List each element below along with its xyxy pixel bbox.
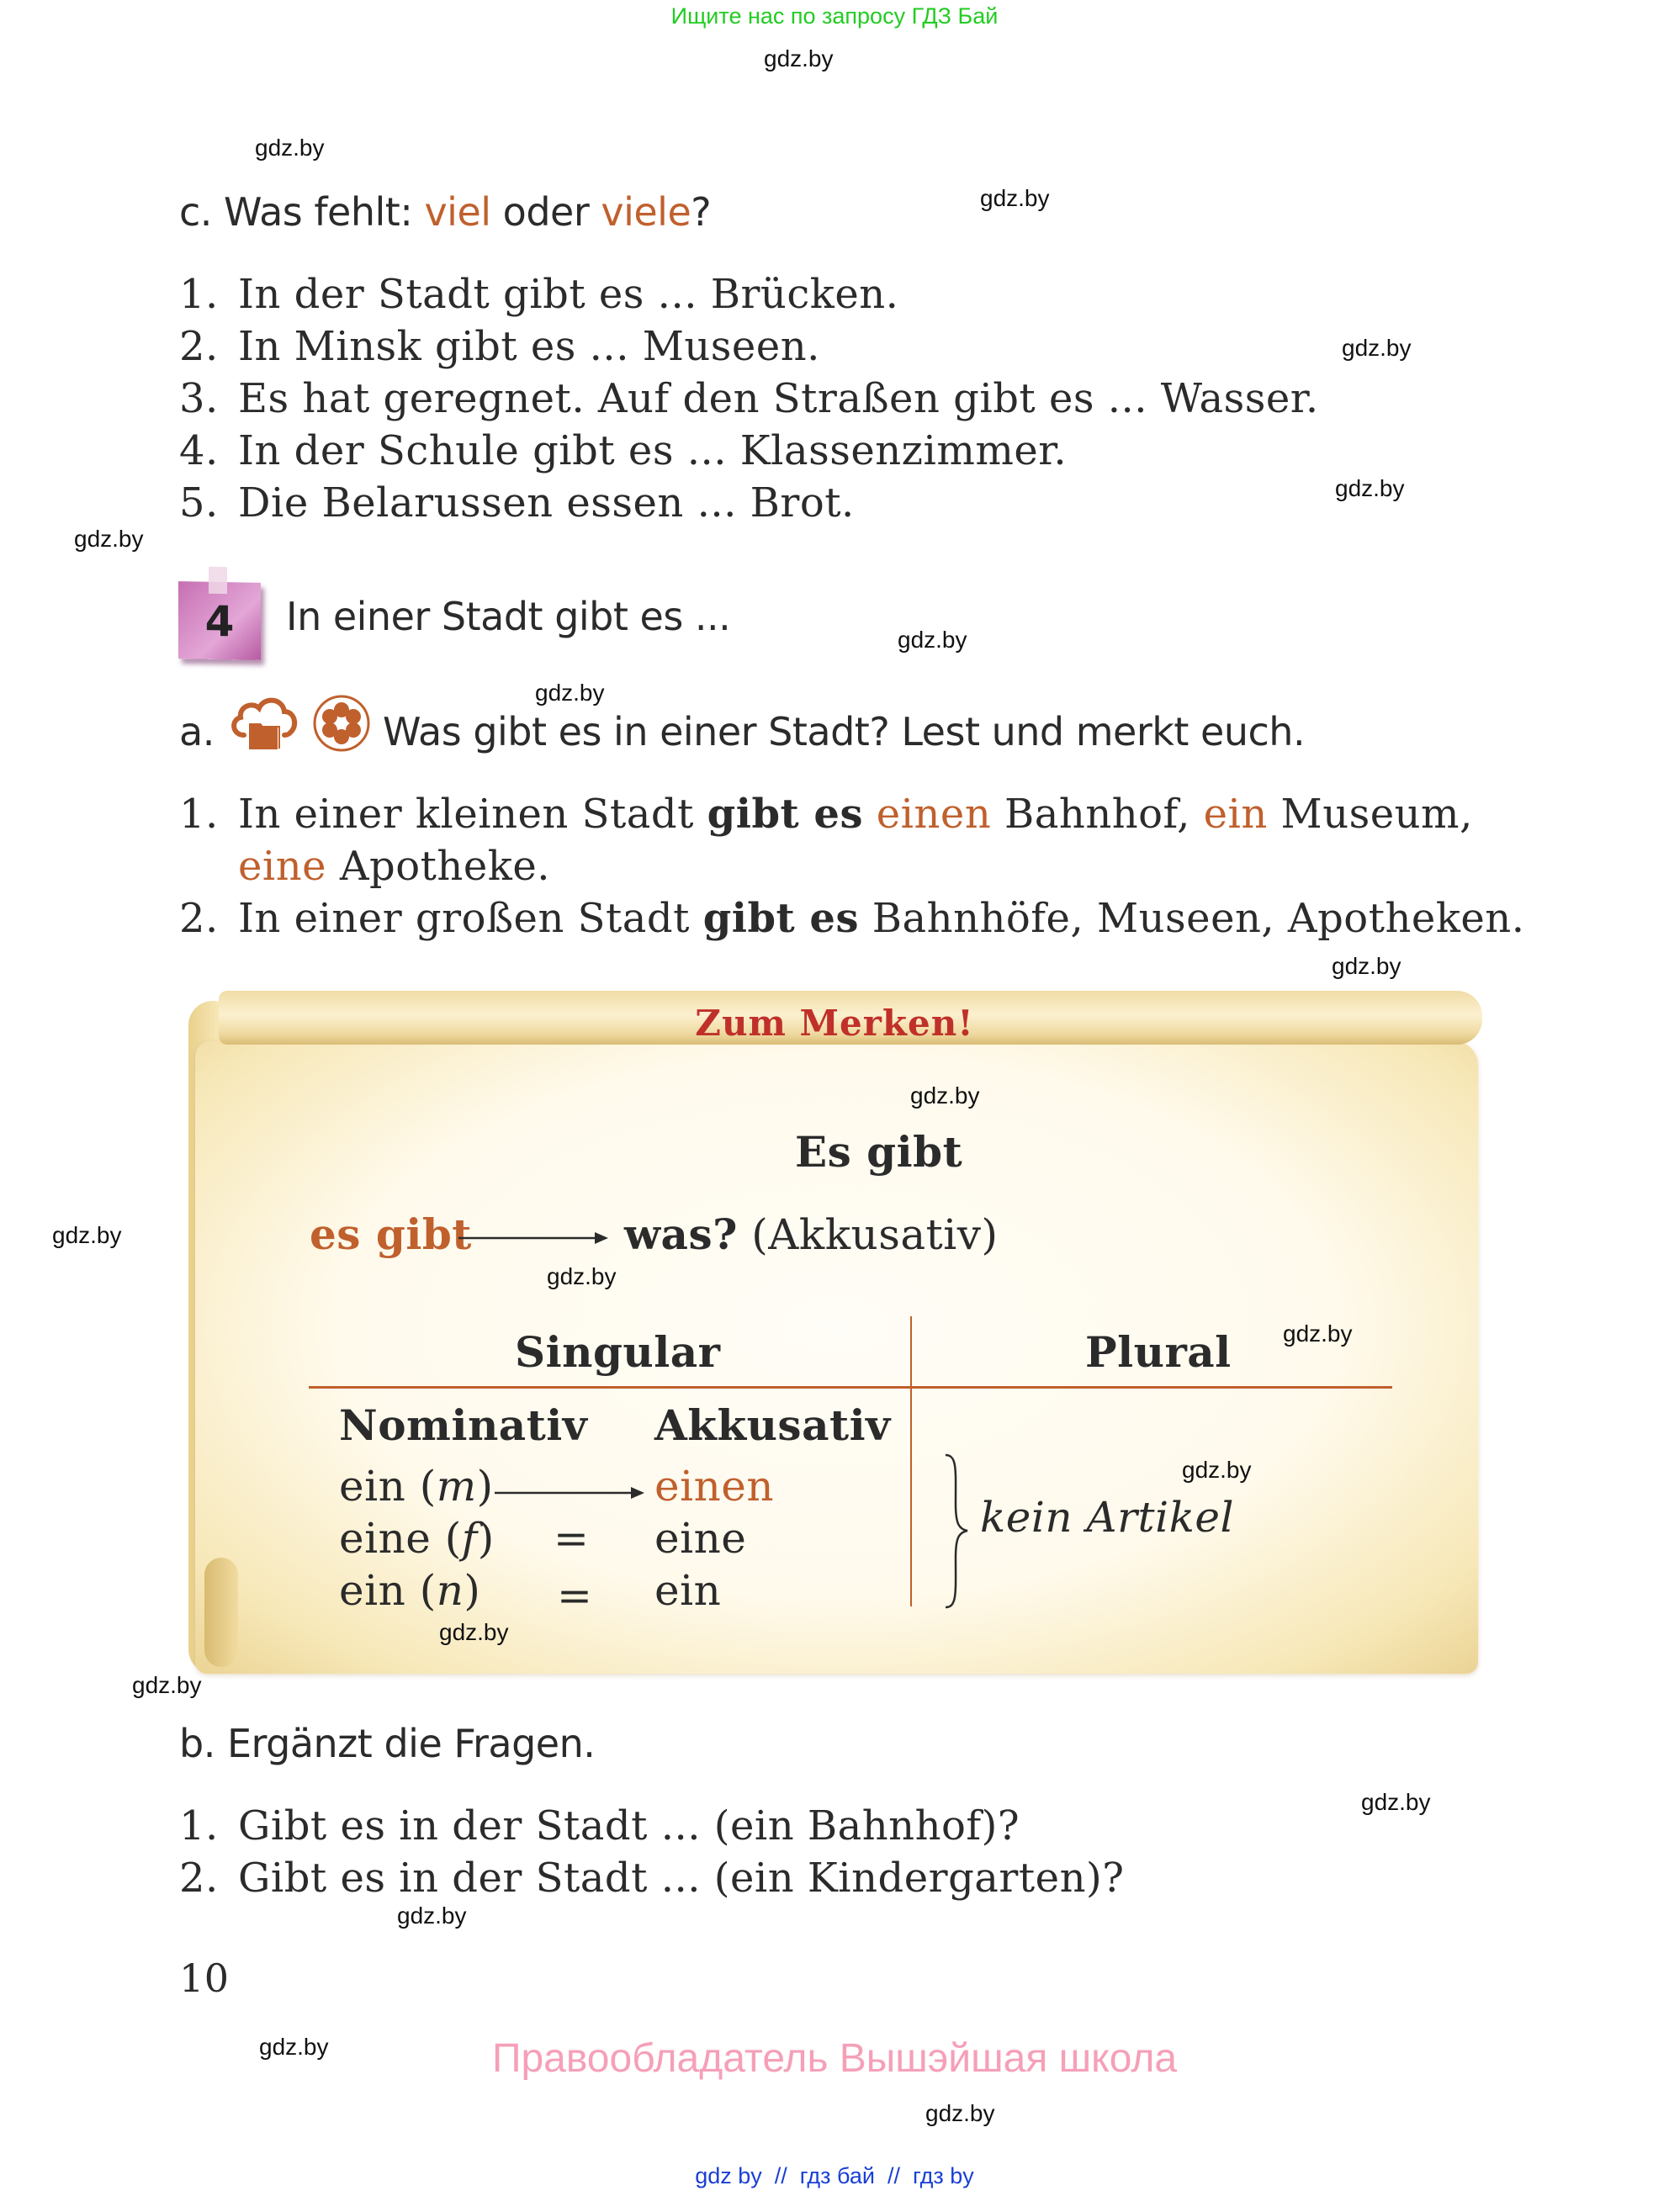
equals-sign: = [557,1571,593,1620]
page-number: 10 [179,1955,230,2001]
item-number: 2. [179,895,219,942]
watermark: gdz.by [898,627,967,653]
sub-nominativ: Nominativ [339,1400,588,1450]
akk-ein: ein [654,1566,722,1615]
item-text: Bahnhöfe, Museen, Apotheken. [859,895,1525,942]
watermark: gdz.by [1335,475,1405,501]
row-masculine-nom: ein (m) [339,1462,494,1511]
item-text: Gibt es in der Stadt ... (ein Kindergarten)? [238,1855,1125,1902]
item-text: In einer großen Stadt [238,895,703,942]
item-text: Bahnhof, [991,791,1204,838]
col-singular: Singular [515,1327,721,1377]
gender: m [436,1462,477,1511]
article-eine: eine [238,843,327,890]
watermark: gdz.by [1342,335,1412,361]
watermark: gdz.by [1332,953,1401,979]
item-number: 1. [179,271,219,318]
item-text: In der Schule gibt es ... Klassenzimmer. [238,427,1068,474]
item-text: Die Belarussen essen ... Brot. [238,479,855,527]
watermark: gdz.by [259,2034,329,2060]
item-number: 2. [179,323,219,370]
watermark: gdz.by [74,526,144,552]
item-number: 1. [179,1802,219,1850]
item-number: 1. [179,791,219,838]
col-plural: Plural [1085,1327,1232,1377]
item-number: 5. [179,479,219,527]
watermark: gdz.by [255,135,325,161]
nom-article: ein [339,1566,406,1615]
item-text: Es hat geregnet. Auf den Straßen gibt es ... Wasser. [238,375,1319,422]
nom-article: eine [339,1514,432,1563]
watermark: gdz.by [52,1222,122,1248]
arrow-icon [458,1230,610,1246]
akk-einen: einen [654,1462,775,1511]
option-viel: viel [424,189,491,235]
article-ein: ein [1203,791,1268,838]
nom-article: ein [339,1462,406,1511]
list-item [179,271,898,318]
item-text: In der Stadt gibt es ... Brücken. [238,271,899,318]
exercise-b-label: b. [179,1721,215,1766]
search-hint: Ищите нас по запросу ГДЗ Бай [670,3,999,29]
brace-icon [940,1453,974,1609]
item-text: In einer kleinen Stadt [238,791,707,838]
title-part: Was fehlt: [224,189,425,235]
watermark: gdz.by [910,1082,980,1109]
table-divider-horizontal [309,1386,1392,1389]
exercise-b-title [179,1721,595,1766]
rule-case: (Akkusativ) [737,1210,999,1259]
cloud-folder-icon [227,695,299,754]
row-feminine-nom: eine (f) [339,1514,495,1563]
list-item [179,1855,1124,1902]
watermark: gdz.by [132,1672,202,1698]
section-title: In einer Stadt gibt es ... [286,594,731,639]
item-text: Museum, [1267,791,1473,838]
list-item [179,375,1319,422]
list-item [179,791,1473,838]
list-item [179,427,1067,474]
exercise-c-title [179,189,711,235]
item-text: Gibt es in der Stadt ... (ein Bahnhof)? [238,1802,1020,1850]
footer-links[interactable]: gdz by // гдз бай // гдз by [695,2163,974,2188]
item-text: Apotheke. [326,843,550,890]
title-part: ? [691,189,712,235]
watermark: gdz.by [1182,1457,1252,1483]
list-item [179,323,820,370]
exercise-a-title: Was gibt es in einer Stadt? Lest und merkt euch. [383,709,1306,754]
title-part: oder [490,189,601,235]
rule-question: was? [624,1209,738,1259]
exercise-c-label: c. [179,189,212,235]
item-number: 2. [179,1855,219,1902]
option-viele: viele [601,189,691,235]
watermark: gdz.by [547,1263,617,1289]
merkbox-heading: Es gibt [795,1127,963,1177]
sub-akkusativ: Akkusativ [654,1400,891,1450]
watermark: gdz.by [535,680,605,706]
watermark: gdz.by [439,1619,509,1645]
rule-right [624,1209,999,1259]
akk-eine: eine [654,1514,747,1563]
list-item [179,1802,1020,1850]
list-item [179,479,855,527]
article-einen: einen [876,791,992,838]
plural-note: kein Artikel [980,1493,1234,1542]
flower-icon [311,693,372,754]
item-number: 4. [179,427,219,474]
exercise-a-label: a. [179,709,215,754]
watermark: gdz.by [1283,1320,1353,1347]
item-bold: gibt es [702,895,859,942]
section-number: 4 [204,596,235,647]
tape-icon [209,567,227,594]
watermark: gdz.by [980,185,1050,211]
copyright: Правообладатель Вышэйшая школа [491,2036,1178,2081]
exercise-b-text: Ergänzt die Fragen. [226,1721,596,1766]
item-number: 3. [179,375,219,422]
equals-sign: = [554,1514,590,1563]
row-neuter-nom: ein (n) [339,1566,481,1615]
arrow-icon [495,1484,646,1501]
rule-left: es gibt [310,1209,472,1259]
item-bold: gibt es [707,791,863,838]
table-divider-vertical [910,1316,912,1606]
list-item-continuation [238,843,550,890]
merkbox-title: Zum Merken! [695,1003,974,1044]
site-watermark: gdz.by [764,45,834,71]
watermark: gdz.by [925,2100,995,2126]
scroll-curl-bottom-left [204,1558,238,1667]
watermark: gdz.by [1361,1789,1431,1815]
gender: f [461,1514,478,1563]
section-number-badge [178,581,261,660]
item-text: In Minsk gibt es ... Museen. [238,323,820,370]
watermark: gdz.by [397,1902,467,1929]
list-item [179,895,1524,942]
gender: n [436,1566,464,1615]
